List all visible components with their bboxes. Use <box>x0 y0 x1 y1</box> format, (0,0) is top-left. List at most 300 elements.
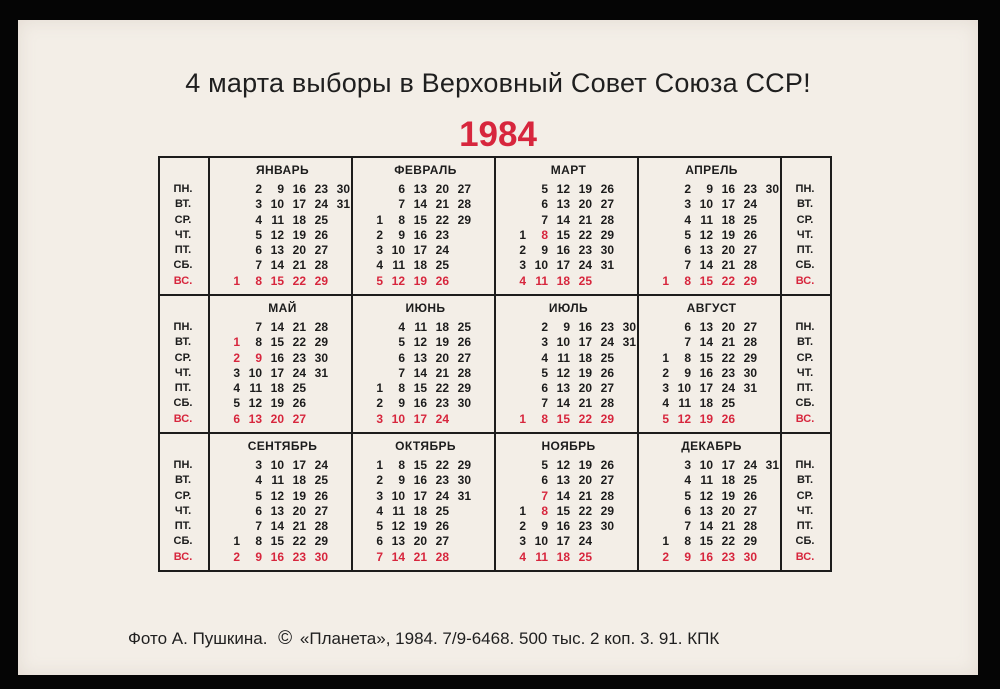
weekday-labels-left <box>163 182 203 289</box>
day-cell: 13 <box>413 350 427 365</box>
day-cell: 27 <box>743 503 757 518</box>
day-cell: 20 <box>721 320 735 334</box>
day-cell: 22 <box>292 534 306 549</box>
day-cell: 25 <box>314 212 328 227</box>
day-cell: 29 <box>314 335 328 350</box>
day-cell: 13 <box>699 320 713 334</box>
week-row <box>504 533 614 548</box>
week-row <box>218 503 328 518</box>
day-cell: 12 <box>556 182 570 196</box>
day-cell: 15 <box>270 335 284 350</box>
month-name: ОКТЯБРЬ <box>395 439 456 453</box>
day-cell: 29 <box>314 534 328 549</box>
day-cell: 7 <box>541 488 548 503</box>
day-cell: 31 <box>336 197 350 212</box>
week-row <box>504 411 636 426</box>
week-row <box>504 395 636 410</box>
day-cell: 26 <box>600 458 614 472</box>
day-cell: 7 <box>541 396 548 411</box>
day-cell: 8 <box>255 335 262 350</box>
day-cell: 11 <box>535 549 548 564</box>
week-row <box>647 488 779 503</box>
day-cell: 5 <box>233 396 240 411</box>
week-row <box>218 411 328 426</box>
day-cell: 7 <box>398 197 405 212</box>
day-cell: 25 <box>292 381 306 396</box>
day-cell: 16 <box>699 365 713 380</box>
day-cell: 9 <box>541 243 548 258</box>
month-1 <box>210 158 355 296</box>
day-cell: 16 <box>413 473 427 488</box>
day-cell: 4 <box>684 212 691 227</box>
day-cell: 27 <box>314 243 328 258</box>
day-cell: 7 <box>684 519 691 534</box>
weekday-label: СР. <box>174 489 192 502</box>
day-cell: 22 <box>721 273 735 288</box>
day-cell: 22 <box>578 227 592 242</box>
month-2 <box>353 158 498 296</box>
weekday-label: ЧТ. <box>796 366 814 379</box>
week-row <box>361 518 471 533</box>
day-cell: 20 <box>578 473 592 488</box>
day-cell: 22 <box>578 503 592 518</box>
day-cell: 1 <box>233 335 240 350</box>
weekday-label: СБ. <box>795 259 815 272</box>
weekday-label: ВТ. <box>174 198 192 211</box>
day-cell: 11 <box>271 212 284 227</box>
day-cell: 19 <box>721 488 735 503</box>
day-cell: 13 <box>391 534 405 549</box>
day-cell: 23 <box>292 350 306 365</box>
month-name: ИЮЛЬ <box>548 301 589 315</box>
week-row <box>647 273 779 288</box>
day-cell: 8 <box>541 503 548 518</box>
day-cell: 23 <box>435 473 449 488</box>
day-cell: 16 <box>556 519 570 534</box>
day-cell: 17 <box>578 335 592 350</box>
day-cell: 24 <box>314 458 328 472</box>
day-cell: 22 <box>292 273 306 288</box>
day-cell: 10 <box>556 335 570 350</box>
week-row <box>218 472 328 487</box>
day-cell: 8 <box>684 350 691 365</box>
day-cell: 10 <box>391 243 405 258</box>
month-4 <box>639 158 784 296</box>
day-cell: 17 <box>292 458 306 472</box>
day-cell: 7 <box>398 365 405 380</box>
weekday-label: ПТ. <box>174 382 192 395</box>
day-cell: 30 <box>314 549 328 564</box>
day-cell: 3 <box>541 335 548 350</box>
weekday-label: ЧТ. <box>796 504 814 517</box>
month-11 <box>496 434 641 572</box>
day-cell: 17 <box>721 458 735 472</box>
day-cell: 5 <box>662 411 669 426</box>
day-cell: 30 <box>765 182 779 196</box>
day-cell: 1 <box>376 381 383 396</box>
day-cell: 10 <box>677 381 691 396</box>
day-cell: 20 <box>413 534 427 549</box>
day-cell: 14 <box>413 365 427 380</box>
day-cell: 3 <box>684 458 691 472</box>
week-row <box>647 350 757 365</box>
day-cell: 27 <box>600 197 614 212</box>
day-cell: 24 <box>743 197 757 212</box>
week-row <box>361 257 471 272</box>
day-cell: 13 <box>413 182 427 196</box>
day-cell: 4 <box>376 258 383 273</box>
day-cell: 15 <box>413 212 427 227</box>
day-cell: 6 <box>684 243 691 258</box>
weekday-label: ЧТ. <box>174 366 192 379</box>
day-cell: 14 <box>699 258 713 273</box>
day-cell: 3 <box>519 258 526 273</box>
day-cell: 18 <box>578 350 592 365</box>
weekday-label: ПТ. <box>174 520 192 533</box>
day-cell: 22 <box>578 411 592 426</box>
day-cell: 20 <box>292 503 306 518</box>
day-cell: 20 <box>292 243 306 258</box>
weekday-label: ВТ. <box>174 336 192 349</box>
day-cell: 1 <box>519 503 526 518</box>
day-cell: 4 <box>255 473 262 488</box>
day-cell: 21 <box>578 488 592 503</box>
week-row <box>361 395 471 410</box>
day-cell: 24 <box>435 411 449 426</box>
weekday-label: ПТ. <box>796 244 814 257</box>
day-cell: 12 <box>699 227 713 242</box>
day-cell: 27 <box>743 320 757 334</box>
weekday-labels-right <box>785 182 825 289</box>
day-cell: 25 <box>457 320 471 334</box>
day-cell: 19 <box>292 227 306 242</box>
week-row <box>361 273 471 288</box>
day-cell: 24 <box>600 335 614 350</box>
day-cell: 20 <box>578 197 592 212</box>
day-cell: 9 <box>255 549 262 564</box>
weekday-label: СБ. <box>173 259 193 272</box>
day-cell: 16 <box>270 549 284 564</box>
day-cell: 30 <box>336 182 350 196</box>
day-cell: 13 <box>556 473 570 488</box>
week-row <box>218 212 350 227</box>
day-cell: 11 <box>535 273 548 288</box>
publisher-info: «Планета», 1984. 7/9-6468. 500 тыс. 2 коп. 3. 91. КПК <box>299 629 720 648</box>
day-cell: 2 <box>684 182 691 196</box>
day-cell: 23 <box>721 365 735 380</box>
day-cell: 14 <box>270 258 284 273</box>
day-cell: 17 <box>413 243 427 258</box>
day-cell: 25 <box>435 503 449 518</box>
day-cell: 15 <box>699 273 713 288</box>
day-cell: 9 <box>684 365 691 380</box>
month-7 <box>496 296 641 434</box>
day-cell: 11 <box>392 258 405 273</box>
day-cell: 9 <box>255 350 262 365</box>
day-cell: 4 <box>662 396 669 411</box>
day-cell: 9 <box>277 182 284 196</box>
day-cell: 18 <box>292 473 306 488</box>
weekday-label: ПН. <box>173 321 193 333</box>
day-cell: 23 <box>743 182 757 196</box>
day-cell: 29 <box>600 227 614 242</box>
week-row <box>361 181 471 196</box>
day-cell: 28 <box>314 519 328 534</box>
week-row <box>218 319 328 334</box>
day-cell: 13 <box>556 381 570 396</box>
weekday-labels-left <box>163 320 203 427</box>
day-cell: 11 <box>700 212 713 227</box>
weekday-label: ПН. <box>173 459 193 471</box>
week-row <box>218 257 350 272</box>
day-cell: 17 <box>556 534 570 549</box>
day-cell: 29 <box>457 381 471 396</box>
day-cell: 31 <box>743 381 757 396</box>
day-cell: 3 <box>376 243 383 258</box>
day-cell: 10 <box>534 258 548 273</box>
day-cell: 28 <box>314 320 328 334</box>
day-cell: 7 <box>255 258 262 273</box>
day-cell: 19 <box>721 227 735 242</box>
day-cell: 3 <box>255 458 262 472</box>
weekday-labels-right <box>785 320 825 427</box>
day-cell: 14 <box>699 519 713 534</box>
day-cell: 30 <box>743 365 757 380</box>
day-cell: 2 <box>233 549 240 564</box>
week-row <box>504 549 614 564</box>
day-cell: 20 <box>721 503 735 518</box>
day-cell: 4 <box>376 503 383 518</box>
day-cell: 2 <box>233 350 240 365</box>
day-cell: 22 <box>435 458 449 472</box>
day-cell: 16 <box>413 396 427 411</box>
day-cell: 11 <box>392 503 405 518</box>
day-cell: 9 <box>398 396 405 411</box>
day-cell: 19 <box>270 396 284 411</box>
day-cell: 3 <box>233 365 240 380</box>
day-cell: 8 <box>398 212 405 227</box>
day-cell: 13 <box>248 411 262 426</box>
day-cell: 15 <box>413 458 427 472</box>
day-cell: 15 <box>699 534 713 549</box>
day-cell: 23 <box>292 549 306 564</box>
month-3 <box>496 158 641 296</box>
day-cell: 8 <box>255 273 262 288</box>
month-days <box>647 319 757 426</box>
month-9 <box>210 434 355 572</box>
week-row <box>504 350 636 365</box>
day-cell: 25 <box>578 549 592 564</box>
day-cell: 10 <box>270 458 284 472</box>
day-cell: 8 <box>541 411 548 426</box>
day-cell: 2 <box>541 320 548 334</box>
week-row <box>361 334 471 349</box>
day-cell: 10 <box>699 458 713 472</box>
month-days <box>504 319 636 426</box>
week-row <box>218 380 328 395</box>
week-row <box>218 242 350 257</box>
day-cell: 31 <box>457 488 471 503</box>
week-row <box>504 227 614 242</box>
weekday-label: ПН. <box>795 183 815 195</box>
weekday-label: СР. <box>796 213 814 226</box>
day-cell: 20 <box>270 411 284 426</box>
day-cell: 12 <box>270 227 284 242</box>
day-cell: 25 <box>600 350 614 365</box>
weekday-label: СР. <box>174 213 192 226</box>
week-row <box>361 350 471 365</box>
day-cell: 8 <box>684 534 691 549</box>
week-row <box>504 212 614 227</box>
day-cell: 24 <box>314 197 328 212</box>
day-cell: 29 <box>457 458 471 472</box>
day-cell: 20 <box>435 350 449 365</box>
day-cell: 30 <box>600 519 614 534</box>
month-days <box>218 181 350 288</box>
week-row <box>647 533 779 548</box>
weekday-label: ВС. <box>173 274 193 287</box>
day-cell: 7 <box>255 320 262 334</box>
day-cell: 18 <box>556 549 570 564</box>
month-days <box>218 319 328 426</box>
day-cell: 26 <box>435 519 449 534</box>
day-cell: 10 <box>699 197 713 212</box>
day-cell: 29 <box>743 350 757 365</box>
day-cell: 19 <box>578 365 592 380</box>
week-row <box>361 212 471 227</box>
day-cell: 28 <box>743 519 757 534</box>
week-row <box>218 196 350 211</box>
day-cell: 27 <box>457 182 471 196</box>
day-cell: 18 <box>270 381 284 396</box>
weekday-label: СБ. <box>173 397 193 410</box>
week-row <box>504 334 636 349</box>
week-row <box>218 395 328 410</box>
day-cell: 6 <box>398 182 405 196</box>
week-row <box>647 395 757 410</box>
day-cell: 22 <box>292 335 306 350</box>
week-row <box>504 257 614 272</box>
day-cell: 14 <box>699 335 713 350</box>
weekday-label: СР. <box>174 351 192 364</box>
day-cell: 26 <box>600 182 614 196</box>
day-cell: 2 <box>519 243 526 258</box>
day-cell: 31 <box>314 365 328 380</box>
week-row <box>218 365 328 380</box>
week-row <box>218 334 328 349</box>
day-cell: 9 <box>398 227 405 242</box>
week-row <box>647 380 757 395</box>
week-row <box>647 196 779 211</box>
weekday-label: ЧТ. <box>174 228 192 241</box>
day-cell: 14 <box>391 549 405 564</box>
day-cell: 6 <box>376 534 383 549</box>
day-cell: 28 <box>600 396 614 411</box>
day-cell: 5 <box>376 519 383 534</box>
day-cell: 1 <box>233 534 240 549</box>
day-cell: 21 <box>435 365 449 380</box>
day-cell: 19 <box>435 335 449 350</box>
weekday-label: ВС. <box>173 550 193 563</box>
day-cell: 2 <box>376 473 383 488</box>
day-cell: 6 <box>541 197 548 212</box>
month-name: ДЕКАБРЬ <box>681 439 742 453</box>
month-name: ЯНВАРЬ <box>255 163 310 177</box>
day-cell: 24 <box>743 458 757 472</box>
day-cell: 22 <box>435 381 449 396</box>
day-cell: 14 <box>413 197 427 212</box>
day-cell: 10 <box>248 365 262 380</box>
weekday-label: ПТ. <box>796 520 814 533</box>
day-cell: 6 <box>255 243 262 258</box>
day-cell: 17 <box>413 411 427 426</box>
day-cell: 5 <box>541 458 548 472</box>
weekday-label: ВС. <box>795 412 815 425</box>
week-row <box>504 488 614 503</box>
day-cell: 25 <box>435 258 449 273</box>
day-cell: 13 <box>699 243 713 258</box>
day-cell: 1 <box>662 350 669 365</box>
month-days <box>361 181 471 288</box>
weekday-label: ВТ. <box>796 198 814 211</box>
weekday-labels-right <box>785 458 825 565</box>
day-cell: 19 <box>413 273 427 288</box>
day-cell: 17 <box>699 381 713 396</box>
day-cell: 28 <box>314 258 328 273</box>
week-row <box>504 196 614 211</box>
year-title: 1984 <box>459 115 537 154</box>
day-cell: 23 <box>435 227 449 242</box>
day-cell: 15 <box>699 350 713 365</box>
day-cell: 5 <box>398 335 405 350</box>
day-cell: 5 <box>255 488 262 503</box>
day-cell: 4 <box>233 381 240 396</box>
day-cell: 12 <box>556 365 570 380</box>
day-cell: 5 <box>684 227 691 242</box>
day-cell: 4 <box>519 549 526 564</box>
day-cell: 25 <box>743 212 757 227</box>
week-row <box>361 411 471 426</box>
day-cell: 3 <box>662 381 669 396</box>
day-cell: 20 <box>435 182 449 196</box>
day-cell: 12 <box>413 335 427 350</box>
weekday-label: ВС. <box>795 274 815 287</box>
day-cell: 21 <box>413 549 427 564</box>
week-row <box>218 488 328 503</box>
day-cell: 22 <box>435 212 449 227</box>
day-cell: 5 <box>376 273 383 288</box>
day-cell: 15 <box>556 411 570 426</box>
day-cell: 28 <box>743 335 757 350</box>
week-row <box>504 472 614 487</box>
day-cell: 27 <box>743 243 757 258</box>
month-8 <box>639 296 784 434</box>
week-row <box>361 319 471 334</box>
grid-vline <box>158 156 160 572</box>
day-cell: 11 <box>678 396 691 411</box>
week-row <box>361 503 471 518</box>
day-cell: 13 <box>270 503 284 518</box>
day-cell: 21 <box>292 258 306 273</box>
day-cell: 9 <box>706 182 713 196</box>
day-cell: 6 <box>541 381 548 396</box>
week-row <box>647 518 779 533</box>
day-cell: 18 <box>413 258 427 273</box>
week-row <box>504 503 614 518</box>
month-days <box>218 457 328 564</box>
grid-vline <box>830 156 832 572</box>
weekday-label: ЧТ. <box>796 228 814 241</box>
